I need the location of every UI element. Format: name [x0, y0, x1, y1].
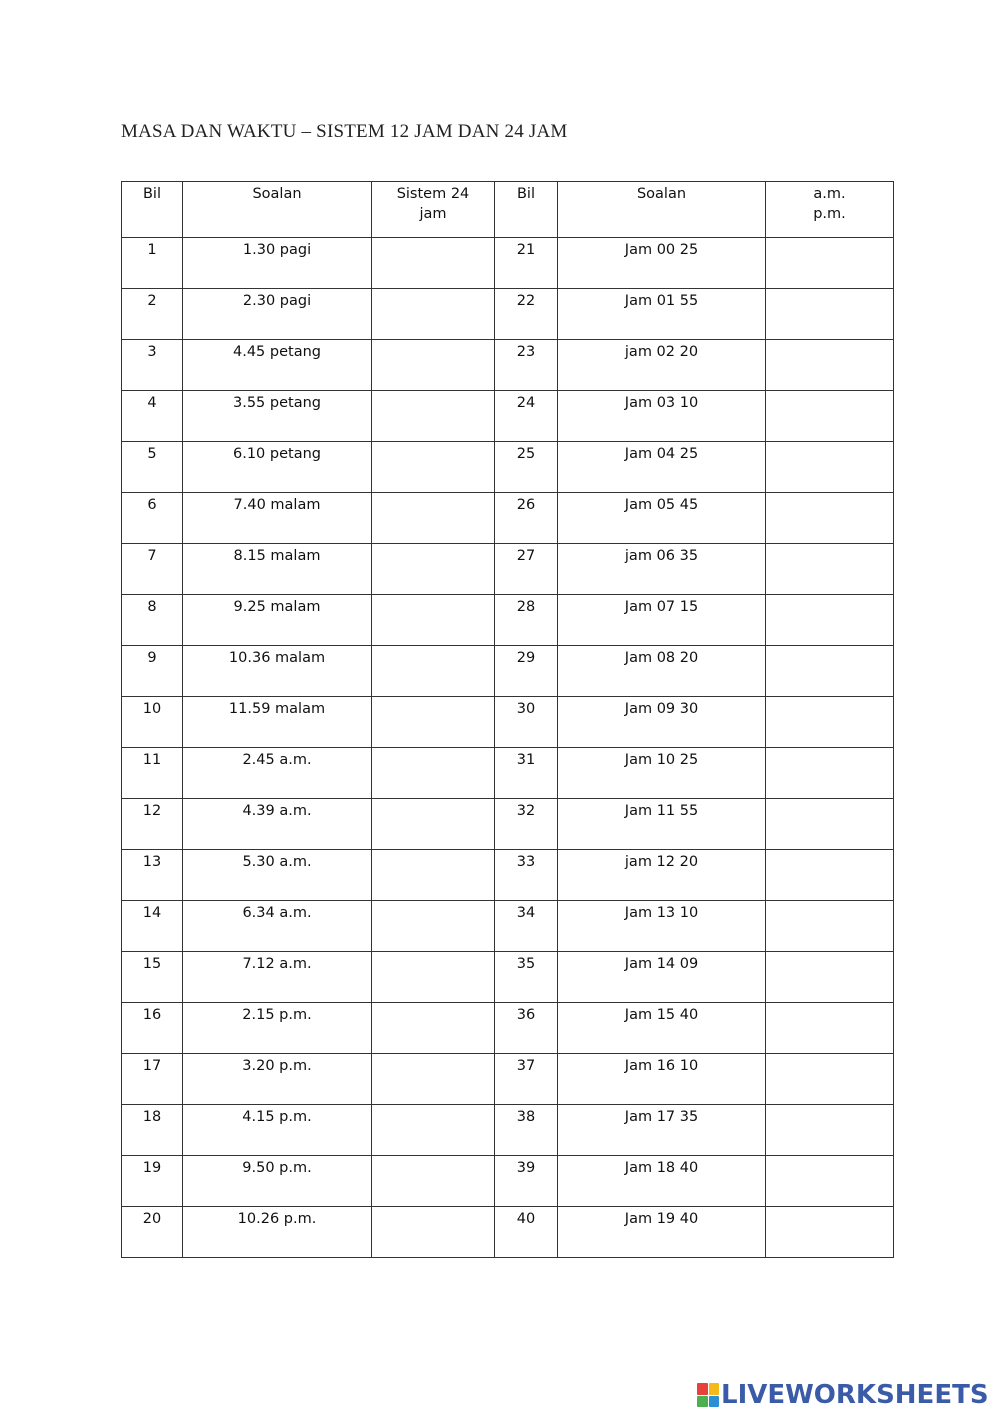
answer-am-pm-cell[interactable] — [766, 595, 894, 646]
soalan-cell: Jam 15 40 — [558, 1003, 766, 1054]
bil-cell: 1 — [122, 238, 183, 289]
answer-24-jam-cell[interactable] — [372, 952, 495, 1003]
table-row — [122, 952, 894, 1003]
bil-cell: 36 — [495, 1003, 558, 1054]
soalan-cell: Jam 16 10 — [558, 1054, 766, 1105]
bil-cell: 15 — [122, 952, 183, 1003]
soalan-cell: 11.59 malam — [183, 697, 372, 748]
answer-am-pm-cell[interactable] — [766, 748, 894, 799]
answer-input[interactable] — [770, 495, 889, 543]
bil-cell: 40 — [495, 1207, 558, 1258]
bil-cell: 33 — [495, 850, 558, 901]
bil-cell: 39 — [495, 1156, 558, 1207]
answer-am-pm-cell[interactable] — [766, 697, 894, 748]
bil-cell: 7 — [122, 544, 183, 595]
answer-am-pm-cell[interactable] — [766, 901, 894, 952]
soalan-cell: 3.55 petang — [183, 391, 372, 442]
answer-am-pm-cell[interactable] — [766, 1054, 894, 1105]
answer-am-pm-cell[interactable] — [766, 1003, 894, 1054]
soalan-cell: Jam 09 30 — [558, 697, 766, 748]
table-row — [122, 646, 894, 697]
answer-am-pm-cell[interactable] — [766, 1207, 894, 1258]
bil-cell: 12 — [122, 799, 183, 850]
liveworksheets-logo — [697, 1380, 989, 1410]
soalan-cell: 2.30 pagi — [183, 289, 372, 340]
soalan-cell: Jam 04 25 — [558, 442, 766, 493]
answer-input[interactable] — [376, 393, 490, 441]
table-row — [122, 1105, 894, 1156]
bil-cell: 35 — [495, 952, 558, 1003]
bil-cell: 22 — [495, 289, 558, 340]
answer-am-pm-cell[interactable] — [766, 340, 894, 391]
soalan-cell: 9.25 malam — [183, 595, 372, 646]
answer-input[interactable] — [770, 393, 889, 441]
bil-cell: 30 — [495, 697, 558, 748]
header-sistem-24-line1: Sistem 24 — [396, 186, 470, 202]
soalan-cell: Jam 05 45 — [558, 493, 766, 544]
answer-input[interactable] — [376, 240, 490, 288]
answer-24-jam-cell[interactable] — [372, 1156, 495, 1207]
logo-blocks-icon — [697, 1383, 719, 1407]
answer-input[interactable] — [376, 1158, 490, 1206]
table-row — [122, 1156, 894, 1207]
answer-input[interactable] — [770, 597, 889, 645]
answer-input[interactable] — [770, 1209, 889, 1257]
answer-input[interactable] — [770, 546, 889, 594]
answer-input[interactable] — [770, 750, 889, 798]
table-row — [122, 238, 894, 289]
answer-input[interactable] — [770, 954, 889, 1002]
soalan-cell: 1.30 pagi — [183, 238, 372, 289]
answer-am-pm-cell[interactable] — [766, 1156, 894, 1207]
soalan-cell: 10.26 p.m. — [183, 1207, 372, 1258]
answer-24-jam-cell[interactable] — [372, 340, 495, 391]
answer-am-pm-cell[interactable] — [766, 391, 894, 442]
logo-text: LIVEWORKSHEETS — [721, 1380, 989, 1410]
logo-block — [697, 1396, 708, 1408]
table-row — [122, 850, 894, 901]
header-am: a.m. — [813, 186, 846, 202]
header-pm: p.m. — [813, 206, 846, 222]
table-row — [122, 391, 894, 442]
soalan-cell: jam 12 20 — [558, 850, 766, 901]
answer-24-jam-cell[interactable] — [372, 289, 495, 340]
table-row — [122, 340, 894, 391]
header-soalan: Soalan — [183, 182, 372, 238]
answer-input[interactable] — [376, 699, 490, 747]
soalan-cell: Jam 19 40 — [558, 1207, 766, 1258]
bil-cell: 11 — [122, 748, 183, 799]
logo-block — [709, 1383, 720, 1395]
soalan-cell: 4.45 petang — [183, 340, 372, 391]
answer-input[interactable] — [770, 903, 889, 951]
bil-cell: 10 — [122, 697, 183, 748]
bil-cell: 26 — [495, 493, 558, 544]
soalan-cell: 5.30 a.m. — [183, 850, 372, 901]
answer-24-jam-cell[interactable] — [372, 391, 495, 442]
soalan-cell: Jam 08 20 — [558, 646, 766, 697]
bil-cell: 17 — [122, 1054, 183, 1105]
table-row — [122, 544, 894, 595]
answer-input[interactable] — [376, 801, 490, 849]
bil-cell: 18 — [122, 1105, 183, 1156]
table-row — [122, 901, 894, 952]
logo-block — [709, 1396, 720, 1408]
answer-am-pm-cell[interactable] — [766, 952, 894, 1003]
bil-cell: 32 — [495, 799, 558, 850]
answer-input[interactable] — [376, 342, 490, 390]
bil-cell: 31 — [495, 748, 558, 799]
header-soalan-2: Soalan — [558, 182, 766, 238]
answer-input[interactable] — [376, 597, 490, 645]
bil-cell: 2 — [122, 289, 183, 340]
header-bil: Bil — [122, 182, 183, 238]
answer-24-jam-cell[interactable] — [372, 1054, 495, 1105]
soalan-cell: Jam 17 35 — [558, 1105, 766, 1156]
answer-input[interactable] — [770, 852, 889, 900]
answer-am-pm-cell[interactable] — [766, 850, 894, 901]
header-row — [122, 182, 894, 238]
soalan-cell: Jam 10 25 — [558, 748, 766, 799]
soalan-cell: Jam 14 09 — [558, 952, 766, 1003]
bil-cell: 14 — [122, 901, 183, 952]
bil-cell: 19 — [122, 1156, 183, 1207]
answer-input[interactable] — [770, 444, 889, 492]
answer-input[interactable] — [376, 1209, 490, 1257]
soalan-cell: 4.39 a.m. — [183, 799, 372, 850]
soalan-cell: 3.20 p.m. — [183, 1054, 372, 1105]
soalan-cell: jam 06 35 — [558, 544, 766, 595]
bil-cell: 20 — [122, 1207, 183, 1258]
answer-input[interactable] — [770, 342, 889, 390]
header-am-pm — [766, 182, 894, 238]
answer-input[interactable] — [376, 750, 490, 798]
bil-cell: 16 — [122, 1003, 183, 1054]
bil-cell: 6 — [122, 493, 183, 544]
soalan-cell: Jam 00 25 — [558, 238, 766, 289]
answer-input[interactable] — [376, 1005, 490, 1053]
answer-input[interactable] — [376, 903, 490, 951]
answer-input[interactable] — [770, 240, 889, 288]
bil-cell: 4 — [122, 391, 183, 442]
answer-input[interactable] — [376, 546, 490, 594]
answer-am-pm-cell[interactable] — [766, 799, 894, 850]
table-row — [122, 442, 894, 493]
answer-24-jam-cell[interactable] — [372, 799, 495, 850]
answer-input[interactable] — [770, 1107, 889, 1155]
answer-input[interactable] — [376, 954, 490, 1002]
table-row — [122, 1003, 894, 1054]
answer-24-jam-cell[interactable] — [372, 646, 495, 697]
header-bil-2: Bil — [495, 182, 558, 238]
soalan-cell: 7.12 a.m. — [183, 952, 372, 1003]
answer-am-pm-cell[interactable] — [766, 442, 894, 493]
soalan-cell: Jam 11 55 — [558, 799, 766, 850]
answer-am-pm-cell[interactable] — [766, 544, 894, 595]
answer-input[interactable] — [770, 1158, 889, 1206]
answer-24-jam-cell[interactable] — [372, 1003, 495, 1054]
answer-am-pm-cell[interactable] — [766, 493, 894, 544]
answer-24-jam-cell[interactable] — [372, 697, 495, 748]
answer-am-pm-cell[interactable] — [766, 238, 894, 289]
answer-24-jam-cell[interactable] — [372, 1207, 495, 1258]
answer-input[interactable] — [770, 801, 889, 849]
answer-input[interactable] — [376, 852, 490, 900]
bil-cell: 3 — [122, 340, 183, 391]
bil-cell: 25 — [495, 442, 558, 493]
bil-cell: 21 — [495, 238, 558, 289]
table-row — [122, 799, 894, 850]
bil-cell: 34 — [495, 901, 558, 952]
answer-24-jam-cell[interactable] — [372, 493, 495, 544]
bil-cell: 38 — [495, 1105, 558, 1156]
worksheet-title: MASA DAN WAKTU – SISTEM 12 JAM DAN 24 JAM — [121, 121, 568, 142]
bil-cell: 29 — [495, 646, 558, 697]
bil-cell: 28 — [495, 595, 558, 646]
soalan-cell: 6.10 petang — [183, 442, 372, 493]
soalan-cell: Jam 07 15 — [558, 595, 766, 646]
soalan-cell: 7.40 malam — [183, 493, 372, 544]
soalan-cell: Jam 01 55 — [558, 289, 766, 340]
soalan-cell: Jam 13 10 — [558, 901, 766, 952]
answer-24-jam-cell[interactable] — [372, 850, 495, 901]
answer-am-pm-cell[interactable] — [766, 289, 894, 340]
header-sistem-24-line2: jam — [419, 206, 447, 222]
answer-24-jam-cell[interactable] — [372, 442, 495, 493]
answer-24-jam-cell[interactable] — [372, 238, 495, 289]
soalan-cell: jam 02 20 — [558, 340, 766, 391]
table-row — [122, 1054, 894, 1105]
answer-input[interactable] — [376, 444, 490, 492]
answer-input[interactable] — [770, 648, 889, 696]
table-row — [122, 595, 894, 646]
answer-24-jam-cell[interactable] — [372, 1105, 495, 1156]
answer-input[interactable] — [376, 1107, 490, 1155]
answer-input[interactable] — [376, 495, 490, 543]
header-sistem-24-jam — [372, 182, 495, 238]
bil-cell: 24 — [495, 391, 558, 442]
soalan-cell: 4.15 p.m. — [183, 1105, 372, 1156]
table-row — [122, 289, 894, 340]
answer-am-pm-cell[interactable] — [766, 646, 894, 697]
answer-input[interactable] — [770, 699, 889, 747]
soalan-cell: 9.50 p.m. — [183, 1156, 372, 1207]
table-row — [122, 697, 894, 748]
bil-cell: 27 — [495, 544, 558, 595]
answer-input[interactable] — [770, 1056, 889, 1104]
bil-cell: 23 — [495, 340, 558, 391]
table-row — [122, 748, 894, 799]
soalan-cell: 2.15 p.m. — [183, 1003, 372, 1054]
answer-24-jam-cell[interactable] — [372, 544, 495, 595]
soalan-cell: 2.45 a.m. — [183, 748, 372, 799]
soalan-cell: Jam 18 40 — [558, 1156, 766, 1207]
worksheet-table — [121, 181, 894, 1258]
answer-am-pm-cell[interactable] — [766, 1105, 894, 1156]
soalan-cell: 8.15 malam — [183, 544, 372, 595]
logo-block — [697, 1383, 708, 1395]
bil-cell: 37 — [495, 1054, 558, 1105]
answer-input[interactable] — [376, 1056, 490, 1104]
answer-input[interactable] — [376, 291, 490, 339]
bil-cell: 8 — [122, 595, 183, 646]
table-row — [122, 493, 894, 544]
answer-24-jam-cell[interactable] — [372, 748, 495, 799]
answer-24-jam-cell[interactable] — [372, 901, 495, 952]
soalan-cell: 10.36 malam — [183, 646, 372, 697]
bil-cell: 5 — [122, 442, 183, 493]
answer-input[interactable] — [770, 1005, 889, 1053]
answer-input[interactable] — [770, 291, 889, 339]
answer-input[interactable] — [376, 648, 490, 696]
table-row — [122, 1207, 894, 1258]
soalan-cell: Jam 03 10 — [558, 391, 766, 442]
bil-cell: 13 — [122, 850, 183, 901]
bil-cell: 9 — [122, 646, 183, 697]
soalan-cell: 6.34 a.m. — [183, 901, 372, 952]
answer-24-jam-cell[interactable] — [372, 595, 495, 646]
